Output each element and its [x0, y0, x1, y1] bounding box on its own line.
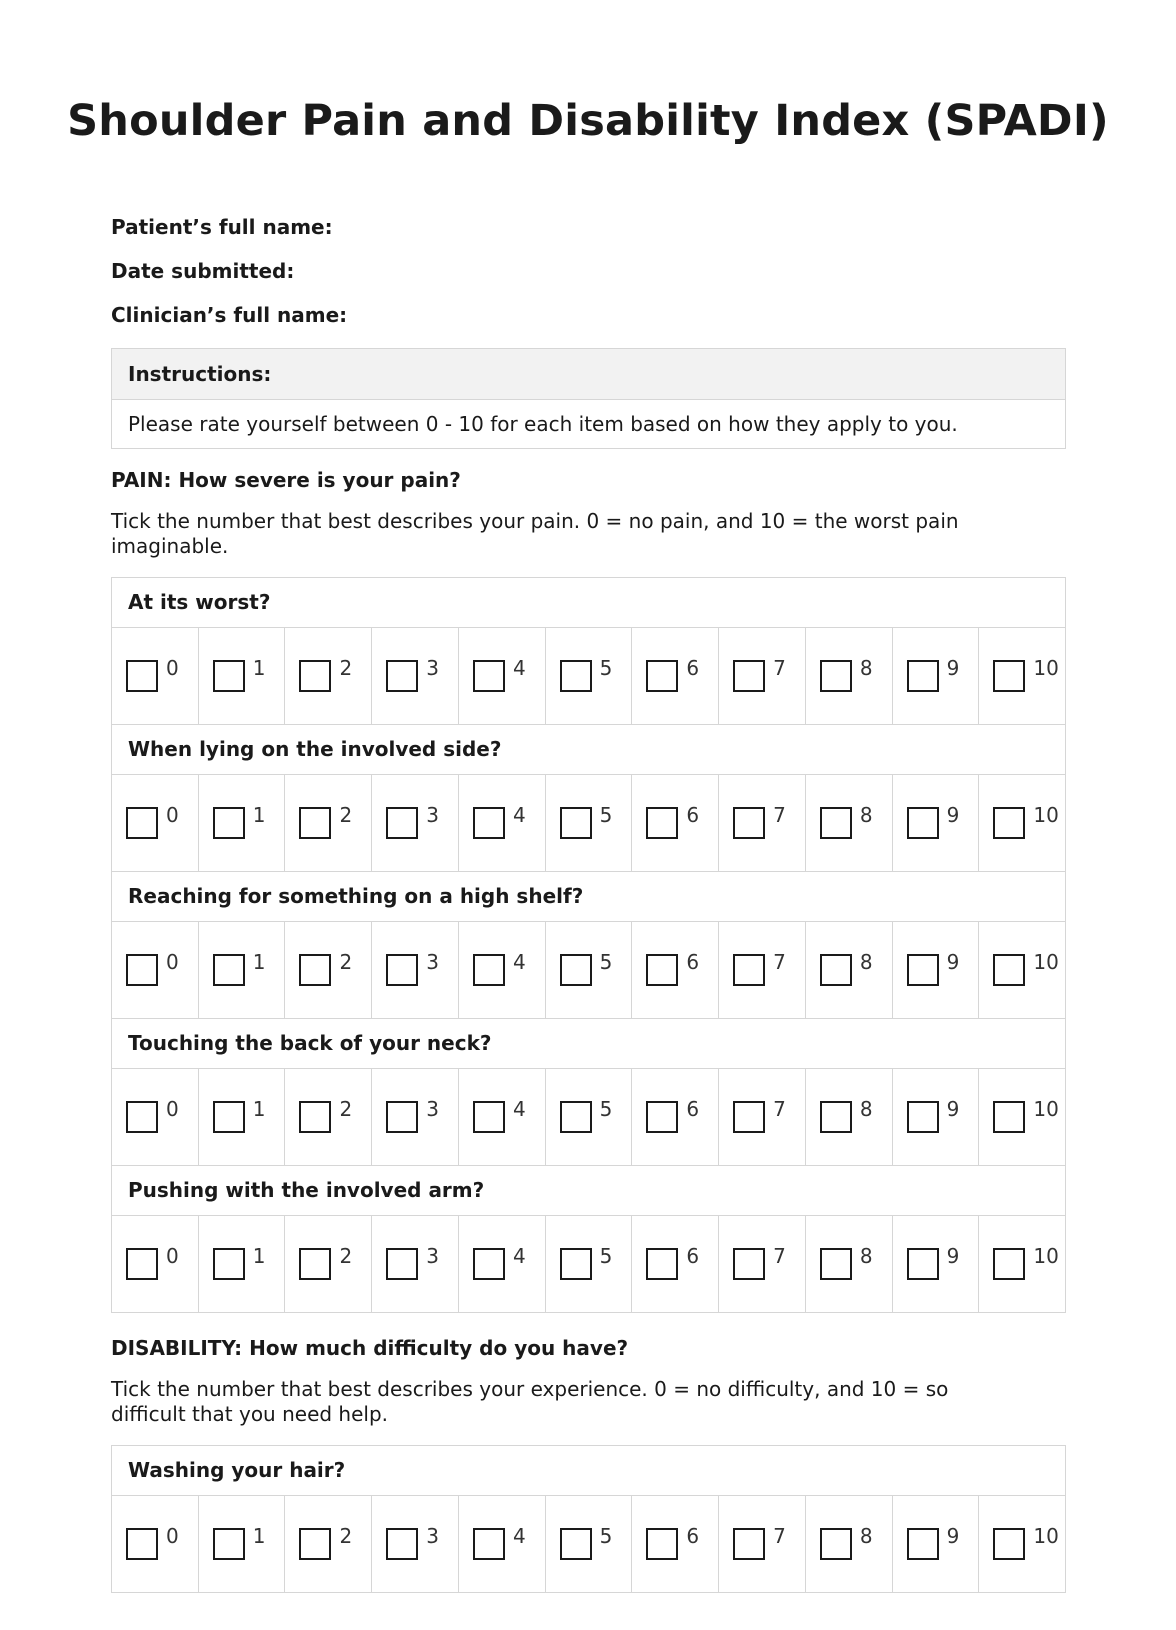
rating-option[interactable]	[719, 1069, 806, 1165]
rating-checkbox[interactable]	[646, 807, 678, 839]
rating-checkbox[interactable]	[560, 954, 592, 986]
rating-checkbox[interactable]	[126, 807, 158, 839]
rating-checkbox[interactable]	[907, 1101, 939, 1133]
rating-checkbox[interactable]	[820, 660, 852, 692]
instructions-heading: Instructions:	[112, 349, 1065, 400]
rating-checkbox[interactable]	[473, 1528, 505, 1560]
rating-checkbox[interactable]	[386, 1248, 418, 1280]
rating-checkbox[interactable]	[213, 660, 245, 692]
rating-option[interactable]	[546, 1496, 633, 1592]
rating-checkbox[interactable]	[473, 660, 505, 692]
rating-value-label: 10	[1033, 1244, 1059, 1268]
rating-checkbox[interactable]	[993, 807, 1025, 839]
rating-option[interactable]	[806, 775, 893, 871]
rating-value-label: 8	[859, 1244, 873, 1268]
rating-value-label: 10	[1033, 1524, 1059, 1548]
rating-option[interactable]	[285, 1496, 372, 1592]
rating-option[interactable]	[719, 775, 806, 871]
instructions-box	[111, 348, 1066, 449]
rating-value-label: 0	[166, 803, 179, 827]
rating-option[interactable]	[459, 1496, 546, 1592]
rating-value-label: 5	[599, 950, 613, 974]
rating-option[interactable]	[372, 628, 459, 724]
rating-option[interactable]	[285, 1069, 372, 1165]
rating-value-label: 3	[426, 803, 439, 827]
rating-checkbox[interactable]	[646, 1528, 678, 1560]
rating-option[interactable]	[979, 1216, 1065, 1312]
rating-checkbox[interactable]	[386, 954, 418, 986]
rating-row	[112, 922, 1065, 1019]
rating-row	[112, 1069, 1065, 1166]
rating-option[interactable]	[546, 775, 633, 871]
rating-value-label: 5	[599, 1097, 613, 1121]
rating-checkbox[interactable]	[820, 1248, 852, 1280]
rating-checkbox[interactable]	[560, 1528, 592, 1560]
rating-option[interactable]	[546, 1216, 633, 1312]
rating-value-label: 7	[773, 1097, 786, 1121]
rating-row	[112, 775, 1065, 872]
rating-value-label: 9	[946, 803, 960, 827]
rating-value-label: 9	[946, 656, 960, 680]
rating-checkbox[interactable]	[299, 1101, 331, 1133]
rating-checkbox[interactable]	[126, 660, 158, 692]
rating-option[interactable]	[979, 1069, 1065, 1165]
rating-option[interactable]	[806, 1216, 893, 1312]
rating-value-label: 9	[946, 1097, 960, 1121]
rating-value-label: 4	[512, 803, 526, 827]
rating-value-label: 4	[512, 1244, 526, 1268]
rating-checkbox[interactable]	[820, 1101, 852, 1133]
rating-value-label: 4	[512, 656, 526, 680]
rating-checkbox[interactable]	[993, 660, 1025, 692]
rating-value-label: 7	[773, 803, 786, 827]
rating-checkbox[interactable]	[213, 1528, 245, 1560]
rating-value-label: 0	[166, 656, 179, 680]
date-submitted-label: Date submitted:	[111, 259, 295, 283]
rating-option[interactable]	[285, 775, 372, 871]
rating-checkbox[interactable]	[560, 1101, 592, 1133]
rating-option[interactable]	[893, 1069, 980, 1165]
rating-value-label: 10	[1033, 803, 1059, 827]
rating-option[interactable]	[112, 775, 199, 871]
rating-option[interactable]	[806, 1069, 893, 1165]
rating-option[interactable]	[199, 1216, 286, 1312]
rating-value-label: 3	[426, 950, 439, 974]
rating-checkbox[interactable]	[993, 1528, 1025, 1560]
rating-checkbox[interactable]	[733, 954, 765, 986]
rating-option[interactable]	[979, 628, 1065, 724]
rating-option[interactable]	[893, 922, 980, 1018]
rating-checkbox[interactable]	[213, 954, 245, 986]
rating-option[interactable]	[459, 1069, 546, 1165]
rating-option[interactable]	[632, 1069, 719, 1165]
rating-option[interactable]	[372, 1496, 459, 1592]
rating-checkbox[interactable]	[299, 807, 331, 839]
rating-checkbox[interactable]	[646, 954, 678, 986]
rating-value-label: 6	[686, 1524, 700, 1548]
rating-option[interactable]	[372, 922, 459, 1018]
rating-option[interactable]	[459, 775, 546, 871]
rating-option[interactable]	[893, 628, 980, 724]
rating-value-label: 3	[426, 1524, 439, 1548]
rating-checkbox[interactable]	[646, 1248, 678, 1280]
disability-questions-table	[111, 1445, 1066, 1593]
rating-value-label: 10	[1033, 656, 1059, 680]
rating-checkbox[interactable]	[213, 807, 245, 839]
rating-value-label: 10	[1033, 950, 1059, 974]
rating-option[interactable]	[112, 628, 199, 724]
rating-value-label: 1	[252, 656, 266, 680]
rating-option[interactable]	[285, 1216, 372, 1312]
rating-checkbox[interactable]	[820, 807, 852, 839]
rating-option[interactable]	[719, 922, 806, 1018]
rating-value-label: 1	[252, 803, 266, 827]
rating-row	[112, 1216, 1065, 1312]
rating-value-label: 1	[252, 1524, 266, 1548]
rating-option[interactable]	[719, 628, 806, 724]
rating-checkbox[interactable]	[560, 1248, 592, 1280]
rating-value-label: 0	[166, 1524, 179, 1548]
rating-checkbox[interactable]	[213, 1101, 245, 1133]
rating-checkbox[interactable]	[993, 1248, 1025, 1280]
rating-checkbox[interactable]	[820, 954, 852, 986]
question-label: When lying on the involved side?	[112, 725, 1065, 775]
rating-value-label: 7	[773, 656, 786, 680]
rating-checkbox[interactable]	[907, 660, 939, 692]
disability-section-description: Tick the number that best describes your experience. 0 = no difficulty, and 10 = so difficult that you need help.	[111, 1377, 949, 1426]
rating-checkbox[interactable]	[299, 1248, 331, 1280]
rating-option[interactable]	[112, 922, 199, 1018]
rating-checkbox[interactable]	[907, 807, 939, 839]
rating-checkbox[interactable]	[473, 807, 505, 839]
rating-value-label: 6	[686, 1097, 700, 1121]
rating-value-label: 2	[339, 1244, 353, 1268]
rating-checkbox[interactable]	[386, 1101, 418, 1133]
rating-option[interactable]	[632, 628, 719, 724]
rating-value-label: 0	[166, 1097, 179, 1121]
rating-value-label: 6	[686, 656, 700, 680]
disability-section-title: DISABILITY: How much difficulty do you have?	[111, 1336, 629, 1360]
rating-option[interactable]	[806, 922, 893, 1018]
question-label: Touching the back of your neck?	[112, 1019, 1065, 1069]
rating-checkbox[interactable]	[907, 1528, 939, 1560]
rating-value-label: 1	[252, 950, 266, 974]
rating-value-label: 6	[686, 950, 700, 974]
rating-checkbox[interactable]	[213, 1248, 245, 1280]
rating-checkbox[interactable]	[386, 807, 418, 839]
rating-value-label: 3	[426, 1244, 439, 1268]
rating-value-label: 9	[946, 1244, 960, 1268]
rating-option[interactable]	[893, 1216, 980, 1312]
rating-option[interactable]	[199, 1496, 286, 1592]
patient-name-label: Patient’s full name:	[111, 215, 333, 239]
question-label: At its worst?	[112, 578, 1065, 628]
rating-option[interactable]	[546, 922, 633, 1018]
rating-checkbox[interactable]	[126, 1528, 158, 1560]
rating-value-label: 8	[859, 803, 873, 827]
rating-value-label: 8	[859, 950, 873, 974]
rating-option[interactable]	[893, 1496, 980, 1592]
rating-checkbox[interactable]	[820, 1528, 852, 1560]
rating-value-label: 6	[686, 1244, 700, 1268]
rating-option[interactable]	[893, 775, 980, 871]
rating-checkbox[interactable]	[299, 954, 331, 986]
rating-value-label: 9	[946, 950, 960, 974]
rating-value-label: 2	[339, 803, 353, 827]
rating-checkbox[interactable]	[733, 660, 765, 692]
rating-value-label: 0	[166, 1244, 179, 1268]
rating-option[interactable]	[372, 775, 459, 871]
rating-value-label: 5	[599, 656, 613, 680]
rating-value-label: 0	[166, 950, 179, 974]
rating-checkbox[interactable]	[560, 660, 592, 692]
rating-value-label: 1	[252, 1244, 266, 1268]
rating-option[interactable]	[979, 922, 1065, 1018]
rating-option[interactable]	[632, 1216, 719, 1312]
rating-option[interactable]	[112, 1496, 199, 1592]
rating-option[interactable]	[632, 775, 719, 871]
rating-value-label: 2	[339, 656, 353, 680]
rating-checkbox[interactable]	[733, 1248, 765, 1280]
rating-checkbox[interactable]	[126, 954, 158, 986]
rating-option[interactable]	[719, 1216, 806, 1312]
rating-checkbox[interactable]	[473, 1101, 505, 1133]
page-title: Shoulder Pain and Disability Index (SPADI)	[67, 96, 1109, 146]
rating-value-label: 5	[599, 1524, 613, 1548]
rating-option[interactable]	[459, 922, 546, 1018]
rating-value-label: 4	[512, 1097, 526, 1121]
rating-checkbox[interactable]	[907, 1248, 939, 1280]
instructions-text: Please rate yourself between 0 - 10 for each item based on how they apply to you.	[128, 412, 958, 436]
rating-option[interactable]	[806, 628, 893, 724]
rating-option[interactable]	[372, 1216, 459, 1312]
rating-option[interactable]	[719, 1496, 806, 1592]
rating-option[interactable]	[112, 1216, 199, 1312]
question-label: Reaching for something on a high shelf?	[112, 872, 1065, 922]
rating-value-label: 3	[426, 656, 439, 680]
rating-value-label: 3	[426, 1097, 439, 1121]
rating-checkbox[interactable]	[386, 660, 418, 692]
rating-option[interactable]	[546, 628, 633, 724]
rating-checkbox[interactable]	[299, 1528, 331, 1560]
rating-option[interactable]	[112, 1069, 199, 1165]
rating-option[interactable]	[285, 922, 372, 1018]
rating-value-label: 9	[946, 1524, 960, 1548]
rating-option[interactable]	[199, 628, 286, 724]
rating-value-label: 2	[339, 950, 353, 974]
clinician-name-label: Clinician’s full name:	[111, 303, 348, 327]
pain-section-description: Tick the number that best describes your pain. 0 = no pain, and 10 = the worst pain imaginable.	[111, 509, 959, 558]
pain-questions-table	[111, 577, 1066, 1313]
rating-option[interactable]	[285, 628, 372, 724]
form-content	[111, 214, 1066, 1593]
rating-option[interactable]	[806, 1496, 893, 1592]
rating-checkbox[interactable]	[473, 1248, 505, 1280]
rating-option[interactable]	[979, 1496, 1065, 1592]
rating-checkbox[interactable]	[646, 660, 678, 692]
rating-option[interactable]	[632, 1496, 719, 1592]
rating-checkbox[interactable]	[386, 1528, 418, 1560]
rating-value-label: 2	[339, 1097, 353, 1121]
rating-row	[112, 628, 1065, 725]
rating-checkbox[interactable]	[473, 954, 505, 986]
rating-option[interactable]	[459, 1216, 546, 1312]
rating-value-label: 7	[773, 1524, 786, 1548]
rating-checkbox[interactable]	[733, 1101, 765, 1133]
rating-checkbox[interactable]	[299, 660, 331, 692]
rating-value-label: 5	[599, 1244, 613, 1268]
rating-checkbox[interactable]	[126, 1101, 158, 1133]
rating-option[interactable]	[979, 775, 1065, 871]
rating-value-label: 4	[512, 950, 526, 974]
rating-option[interactable]	[372, 1069, 459, 1165]
rating-option[interactable]	[199, 775, 286, 871]
rating-checkbox[interactable]	[733, 807, 765, 839]
rating-option[interactable]	[199, 922, 286, 1018]
rating-checkbox[interactable]	[126, 1248, 158, 1280]
rating-checkbox[interactable]	[907, 954, 939, 986]
rating-option[interactable]	[632, 922, 719, 1018]
rating-row	[112, 1496, 1065, 1592]
rating-value-label: 8	[859, 1097, 873, 1121]
rating-value-label: 7	[773, 950, 786, 974]
rating-value-label: 8	[859, 1524, 873, 1548]
rating-value-label: 2	[339, 1524, 353, 1548]
rating-value-label: 10	[1033, 1097, 1059, 1121]
rating-checkbox[interactable]	[993, 954, 1025, 986]
rating-option[interactable]	[546, 1069, 633, 1165]
rating-value-label: 4	[512, 1524, 526, 1548]
pain-section-title: PAIN: How severe is your pain?	[111, 468, 461, 492]
rating-value-label: 6	[686, 803, 700, 827]
rating-option[interactable]	[199, 1069, 286, 1165]
rating-checkbox[interactable]	[646, 1101, 678, 1133]
rating-value-label: 5	[599, 803, 613, 827]
rating-value-label: 8	[859, 656, 873, 680]
rating-value-label: 1	[252, 1097, 266, 1121]
rating-checkbox[interactable]	[560, 807, 592, 839]
rating-checkbox[interactable]	[733, 1528, 765, 1560]
question-label: Pushing with the involved arm?	[112, 1166, 1065, 1216]
rating-checkbox[interactable]	[993, 1101, 1025, 1133]
rating-value-label: 7	[773, 1244, 786, 1268]
question-label: Washing your hair?	[112, 1446, 1065, 1496]
rating-option[interactable]	[459, 628, 546, 724]
